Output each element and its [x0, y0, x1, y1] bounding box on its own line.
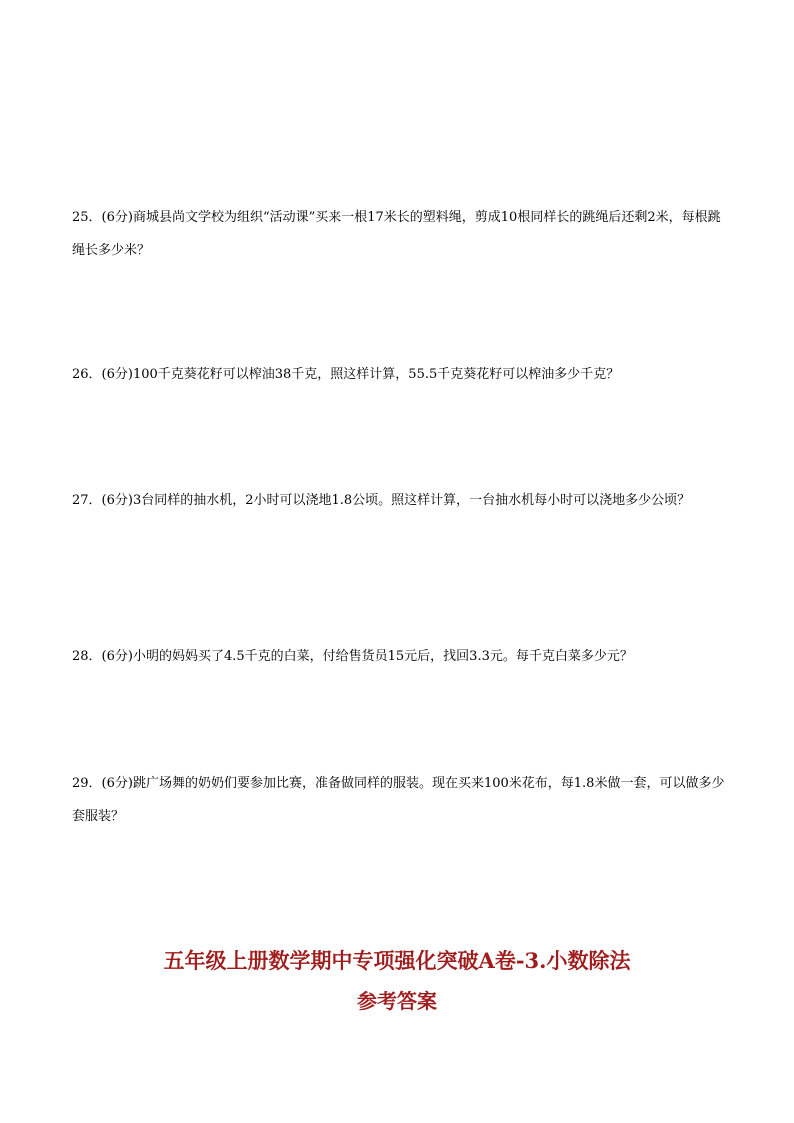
- answer-section-subtitle: 参考答案: [357, 989, 437, 1013]
- question-29: 29．(6分)跳广场舞的奶奶们要参加比赛，准备做同样的服装。现在买来100米花布，每1.8米做一套，可以做多少套服装？: [72, 776, 725, 824]
- answer-section-title: 五年级上册数学期中专项强化突破A卷-3.小数除法: [163, 948, 631, 973]
- question-28: 28．(6分)小明的妈妈买了4.5千克的白菜，付给售货员15元后，找回3.3元。每千克白菜多少元？: [72, 649, 633, 664]
- question-27: 27．(6分)3台同样的抽水机，2小时可以浇地1.8公顷。照这样计算，一台抽水机每小时可以浇地多少公顷？: [72, 493, 691, 508]
- question-25: 25．(6分)商城县尚文学校为组织“活动课”买来一根17米长的塑料绳，剪成10根同样长的跳绳后还剩2米，每根跳绳长多少米？: [72, 210, 721, 258]
- question-26: 26．(6分)100千克葵花籽可以榨油38千克，照这样计算，55.5千克葵花籽可以榨油多少千克？: [72, 367, 620, 382]
